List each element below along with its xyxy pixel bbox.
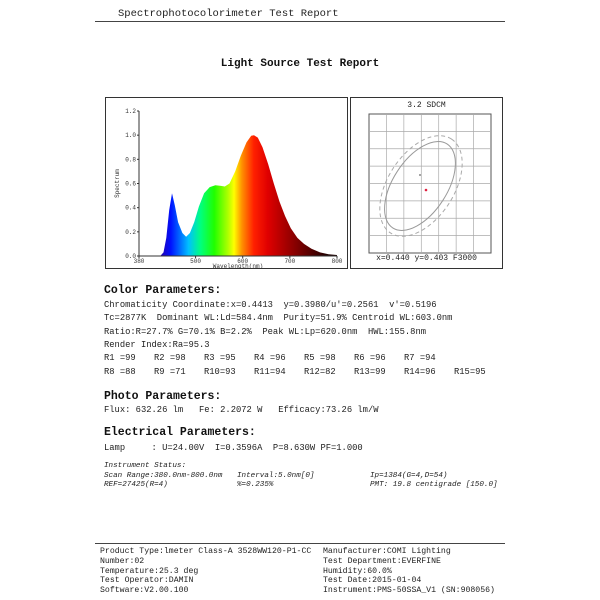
cri-value: R6 =96: [354, 353, 386, 363]
cri-value: R1 =99: [104, 353, 136, 363]
header-divider: [95, 21, 505, 22]
cri-value: R8 =88: [104, 367, 136, 377]
sdcm-readout: x=0.440 y=0.403 F3000: [376, 254, 477, 263]
x-tick-label: 700: [284, 258, 296, 265]
y-tick-label: 0.4: [125, 204, 136, 212]
sdcm-ellipse-plot: [351, 98, 502, 268]
cri-value: R7 =94: [404, 353, 436, 363]
x-tick-label: 600: [237, 258, 249, 265]
pmt-value: PMT: 19.8 centigrade [150.0]: [370, 481, 498, 489]
cri-value: R12=82: [304, 367, 336, 377]
measured-point: [425, 189, 428, 192]
photo-parameters-heading: Photo Parameters:: [104, 390, 222, 403]
percent-value: %=0.235%: [237, 481, 274, 489]
spectrum-curve: [139, 135, 337, 256]
render-index-line: Render Index:Ra=95.3: [104, 340, 210, 350]
cri-value: R3 =95: [204, 353, 236, 363]
footer-field: Manufacturer:COMI Lighting: [323, 547, 451, 556]
instrument-status-heading: Instrument Status:: [104, 462, 187, 470]
y-axis-label: Spectrum: [114, 169, 121, 198]
target-point: [419, 174, 421, 176]
cri-value: R13=99: [354, 367, 386, 377]
sdcm-title: 3.2 SDCM: [407, 101, 446, 110]
cri-value: R11=94: [254, 367, 286, 377]
footer-divider: [95, 543, 505, 544]
y-tick-label: 0.8: [125, 156, 136, 164]
footer-field: Number:02: [100, 556, 145, 566]
cri-value: R9 =71: [154, 367, 186, 377]
tc-line: Tc=2877K Dominant WL:Ld=584.4nm Purity=51.9% Centroid WL:603.0nm: [104, 313, 453, 323]
cri-value: R4 =96: [254, 353, 286, 363]
electrical-parameters-heading: Electrical Parameters:: [104, 426, 256, 439]
x-axis-label: Wavelength(nm): [212, 263, 264, 268]
sdcm-box: [350, 97, 503, 269]
cri-value: R14=96: [404, 367, 436, 377]
footer-field: Test Date:2015-01-04: [323, 576, 422, 586]
cri-value: R10=93: [204, 367, 236, 377]
footer-field: Test Department:EVERFINE: [323, 556, 441, 566]
electrical-line: Lamp : U=24.00V I=0.3596A P=8.630W PF=1.000: [104, 443, 363, 453]
y-tick-label: 0.6: [125, 180, 136, 188]
y-tick-label: 0.0: [125, 253, 136, 260]
color-parameters-heading: Color Parameters:: [104, 284, 222, 297]
ip-value: Ip=1384(G=4,D=54): [370, 472, 448, 480]
footer-field: Temperature:25.3 deg: [100, 566, 199, 576]
footer-field: Product Type:lmeter Class-A 3528WW120-P1-CC: [100, 547, 312, 556]
cri-value: R15=95: [454, 367, 486, 377]
interval: Interval:5.0nm[0]: [237, 472, 315, 480]
x-tick-label: 380: [133, 258, 145, 265]
report-header: Spectrophotocolorimeter Test Report: [118, 8, 339, 20]
chromaticity-line: Chromaticity Coordinate:x=0.4413 y=0.3980/u'=0.2561 v'=0.5196: [104, 300, 437, 310]
ratio-line: Ratio:R=27.7% G=70.1% B=2.2% Peak WL:Lp=620.0nm HWL:155.8nm: [104, 327, 427, 337]
sdcm-inner-ellipse: [370, 129, 470, 242]
y-tick-label: 0.2: [125, 228, 136, 236]
ref-value: REF=27425(R=4): [104, 481, 168, 489]
scan-range: Scan Range:380.0nm-800.0nm: [104, 472, 223, 480]
sdcm-grid: [369, 114, 491, 253]
y-tick-label: 1.0: [125, 132, 136, 140]
x-tick-label: 800: [331, 258, 343, 265]
cri-value: R2 =98: [154, 353, 186, 363]
footer-field: Instrument:PMS-50SSA_V1 (SN:908056): [323, 586, 495, 596]
photo-line: Flux: 632.26 lm Fe: 2.2072 W Efficacy:73.26 lm/W: [104, 405, 379, 415]
footer-field: Humidity:60.0%: [323, 566, 392, 576]
footer-field: Test Operator:DAMIN: [100, 576, 194, 586]
spectrum-chart-box: [105, 97, 348, 269]
report-title: Light Source Test Report: [220, 58, 380, 70]
footer-field: Software:V2.00.100: [100, 586, 189, 596]
cri-value: R5 =98: [304, 353, 336, 363]
x-tick-label: 500: [190, 258, 201, 265]
y-tick-label: 1.2: [125, 108, 136, 115]
spectrum-chart: [106, 98, 347, 268]
